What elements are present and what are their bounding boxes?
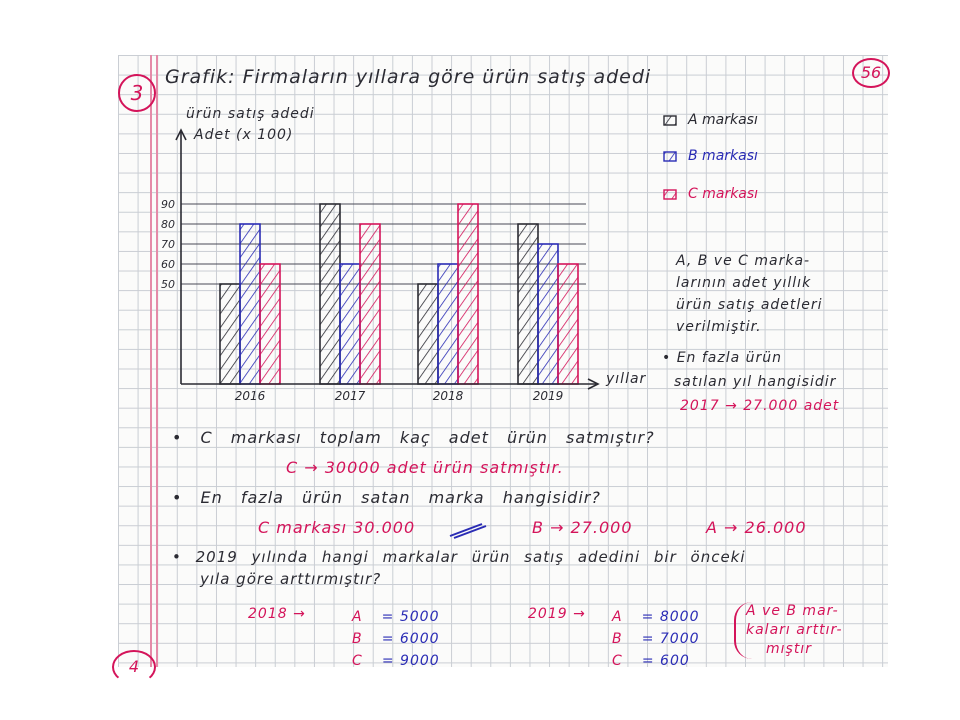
- conclusion-note: [734, 602, 886, 659]
- bar-a-2017: [320, 204, 340, 384]
- bar-c-2019: [558, 264, 578, 384]
- bar-b-2017: [340, 264, 360, 384]
- question-4-line-2: yıla göre arttırmıştır?: [200, 570, 382, 588]
- legend-label: A markası: [688, 112, 758, 128]
- question-2: • C markası toplam kaç adet ürün satmıştır?: [172, 428, 655, 447]
- x-tick-label: 2018: [432, 389, 464, 403]
- year-2019-label: 2019 →: [528, 606, 586, 622]
- bar-a-2018: [418, 284, 438, 384]
- legend-swatch: [664, 190, 676, 199]
- y-tick-label: 70: [161, 238, 175, 251]
- side-note-line: A, B ve C marka-: [676, 253, 811, 269]
- legend-label: C markası: [688, 186, 759, 202]
- question-3-answer-a: A → 26.000: [706, 518, 807, 537]
- brand-letter: B: [612, 631, 623, 647]
- question-4-line-1: • 2019 yılında hangi markalar ürün satış adedini bir önceki: [172, 548, 746, 566]
- value-row: [612, 650, 700, 672]
- year-2018-label: 2018 →: [248, 606, 306, 622]
- bar-b-2016: [240, 224, 260, 384]
- value-row: [612, 606, 700, 628]
- page-number: 56: [860, 63, 882, 82]
- y-tick-label: 60: [161, 258, 175, 271]
- question-2-answer: C → 30000 adet ürün satmıştır.: [286, 458, 564, 477]
- scribble-mark: [448, 520, 488, 540]
- bar-c-2016: [260, 264, 280, 384]
- brand-letter: C: [612, 653, 623, 669]
- x-tick-label: 2016: [234, 389, 266, 403]
- conclusion-line: mıştır: [766, 641, 812, 657]
- question-3-answer-c: C markası 30.000: [258, 518, 416, 537]
- value-row: [352, 650, 440, 672]
- bar-a-2016: [220, 284, 240, 384]
- y-tick-label: 50: [161, 278, 175, 291]
- brand-value: = 5000: [381, 609, 440, 625]
- bar-c-2017: [360, 224, 380, 384]
- question-number: 3: [130, 81, 144, 105]
- values-2018: [352, 606, 440, 672]
- corner-mark-text: 4: [128, 657, 140, 676]
- y-tick-label: 80: [161, 218, 175, 231]
- brand-value: = 600: [641, 653, 690, 669]
- bar-b-2019: [538, 244, 558, 384]
- chart-title: Grafik: Firmaların yıllara göre ürün satış adedi: [165, 66, 652, 88]
- x-axis-label: yıllar: [606, 371, 647, 387]
- y-axis-label: Adet (x 100): [194, 127, 294, 143]
- question-1-line: satılan yıl hangisidir: [674, 374, 837, 390]
- brand-letter: B: [352, 631, 363, 647]
- question-1-line: • En fazla ürün: [662, 350, 783, 366]
- legend-label: B markası: [688, 148, 758, 164]
- brand-value: = 6000: [381, 631, 440, 647]
- value-row: [352, 606, 440, 628]
- side-note-line: ürün satış adetleri: [676, 297, 823, 313]
- value-row: [612, 628, 700, 650]
- brand-value: = 8000: [641, 609, 700, 625]
- values-2019: [612, 606, 700, 672]
- value-row: [352, 628, 440, 650]
- legend-swatch: [664, 152, 676, 161]
- conclusion-line: kaları arttır-: [746, 622, 843, 638]
- bar-a-2019: [518, 224, 538, 384]
- brand-value: = 7000: [641, 631, 700, 647]
- question-3: • En fazla ürün satan marka hangisidir?: [172, 488, 601, 507]
- conclusion-line: A ve B mar-: [746, 603, 839, 619]
- question-1: [662, 346, 836, 394]
- brand-value: = 9000: [381, 653, 440, 669]
- y-tick-label: 90: [161, 198, 175, 211]
- side-note: [676, 250, 823, 338]
- x-tick-label: 2019: [532, 389, 564, 403]
- side-note-line: larının adet yıllık: [676, 275, 812, 291]
- chart-subtitle: ürün satış adedi: [186, 106, 315, 122]
- x-tick-label: 2017: [334, 389, 366, 403]
- question-1-answer: 2017 → 27.000 adet: [680, 398, 840, 414]
- question-3-answer-b: B → 27.000: [532, 518, 633, 537]
- legend-swatch: [664, 116, 676, 125]
- bar-b-2018: [438, 264, 458, 384]
- side-note-line: verilmiştir.: [676, 319, 762, 335]
- brand-letter: C: [352, 653, 363, 669]
- brand-letter: A: [352, 609, 363, 625]
- brand-letter: A: [612, 609, 623, 625]
- bar-c-2018: [458, 204, 478, 384]
